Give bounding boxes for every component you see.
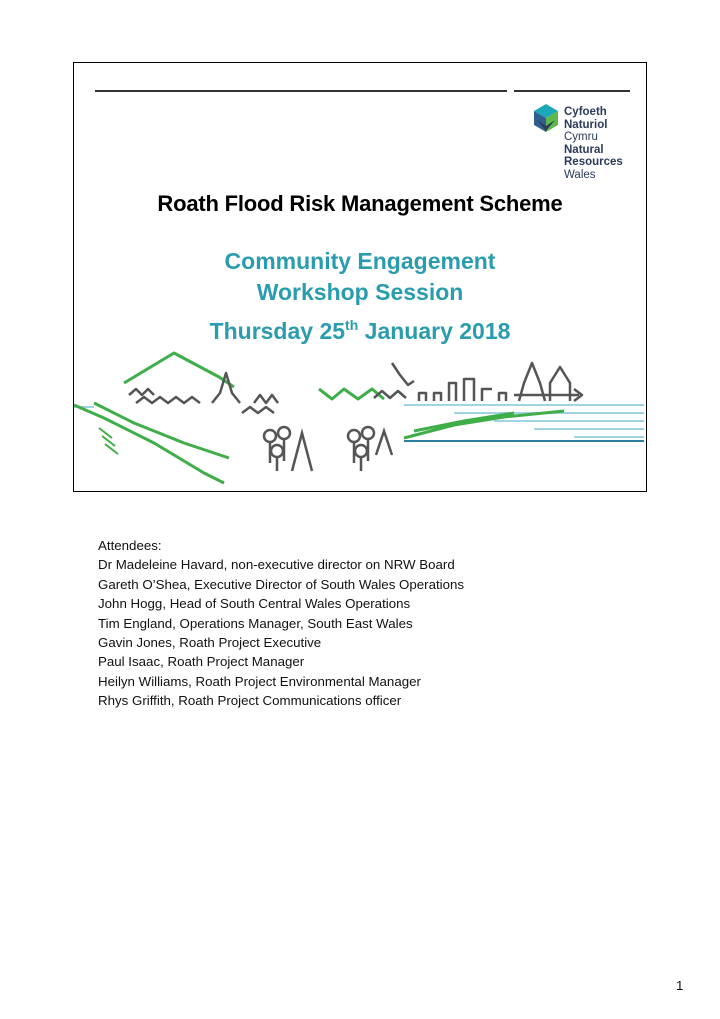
header-rule-right bbox=[514, 90, 630, 92]
attendee-item: Heilyn Williams, Roath Project Environmental Manager bbox=[98, 673, 421, 689]
logo-line-1: Cyfoeth bbox=[564, 106, 607, 118]
subtitle-line-1: Community Engagement bbox=[224, 248, 496, 274]
date-prefix: Thursday 25 bbox=[209, 318, 346, 344]
landscape-illustration bbox=[74, 343, 645, 489]
header-rule-left bbox=[95, 90, 507, 92]
attendee-item: Gavin Jones, Roath Project Executive bbox=[98, 635, 322, 651]
speaker-notes bbox=[98, 536, 464, 711]
attendee-item: Gareth O’Shea, Executive Director of South Wales Operations bbox=[98, 576, 465, 592]
attendee-item: Rhys Griffith, Roath Project Communications officer bbox=[98, 693, 402, 709]
event-date bbox=[74, 317, 646, 345]
slide-thumbnail bbox=[73, 62, 647, 492]
notes-heading: Attendees: bbox=[98, 538, 162, 553]
attendee-item: Paul Isaac, Roath Project Manager bbox=[98, 654, 305, 670]
logo-text bbox=[564, 106, 623, 181]
logo-line-2: Naturiol bbox=[564, 118, 608, 131]
logo-line-6: Wales bbox=[564, 168, 596, 181]
attendee-item: Tim England, Operations Manager, South East Wales bbox=[98, 615, 413, 631]
slide-title: Roath Flood Risk Management Scheme bbox=[157, 191, 563, 216]
subtitle-line-2: Workshop Session bbox=[256, 279, 464, 305]
attendee-item: John Hogg, Head of South Central Wales Operations bbox=[98, 596, 411, 612]
logo-line-4: Natural bbox=[564, 143, 604, 156]
logo-line-3: Cymru bbox=[564, 131, 598, 143]
logo-line-5: Resources bbox=[564, 156, 623, 168]
date-rest: January 2018 bbox=[358, 318, 511, 344]
attendee-item: Dr Madeleine Havard, non-executive director on NRW Board bbox=[98, 557, 455, 573]
date-suffix: th bbox=[345, 317, 359, 333]
page-number: 1 bbox=[676, 978, 684, 993]
